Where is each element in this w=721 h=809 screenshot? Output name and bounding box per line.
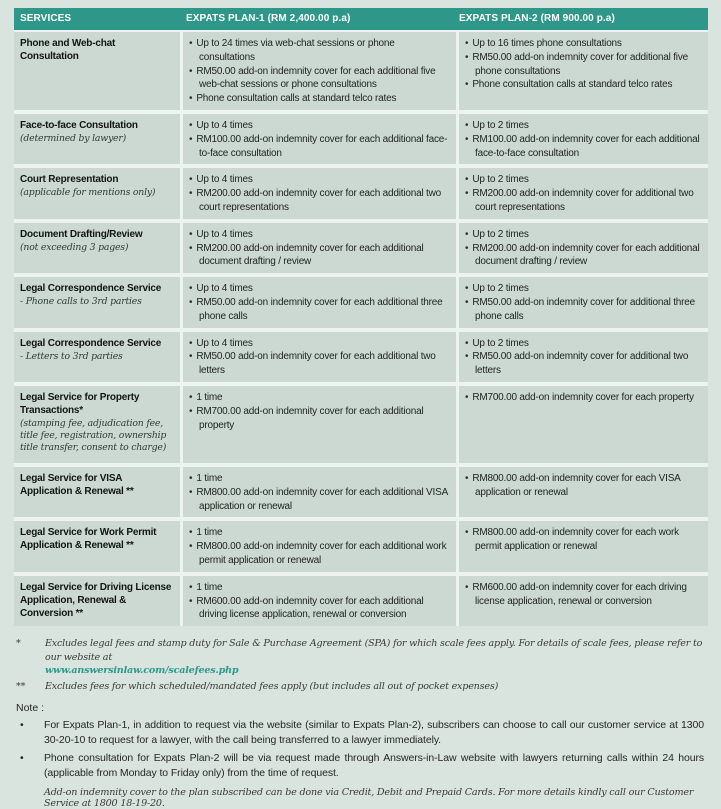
benefit-item: • RM700.00 add-on indemnity cover for each property <box>465 391 700 405</box>
plan2-benefits <box>465 581 700 609</box>
plan1-cell <box>183 467 456 517</box>
note-item <box>16 751 708 781</box>
service-name: Legal Correspondence Service <box>20 283 162 295</box>
benefit-item: • Up to 2 times <box>465 282 700 296</box>
service-note: (applicable for mentions only) <box>20 187 156 199</box>
service-cell <box>14 576 180 626</box>
footnote-marker: * <box>16 638 21 650</box>
service-name: Phone and Web-chat Consultation <box>20 38 116 62</box>
header-services: SERVICES <box>20 13 72 24</box>
table-body <box>14 32 708 626</box>
table-row <box>14 467 708 517</box>
service-cell <box>14 114 180 164</box>
benefit-item: • Phone consultation calls at standard telco rates <box>189 92 448 106</box>
benefit-item: • Up to 2 times <box>465 337 700 351</box>
table-row <box>14 114 708 164</box>
plan1-cell <box>183 576 456 626</box>
benefit-item: • RM50.00 add-on indemnity cover for additional five phone consultations <box>465 51 700 79</box>
benefit-item: • Up to 4 times <box>189 228 448 242</box>
plan2-benefits <box>465 228 700 269</box>
table-row <box>14 277 708 327</box>
benefit-item: • RM200.00 add-on indemnity cover for each additional two court representations <box>189 187 448 215</box>
benefit-item: • RM50.00 add-on indemnity cover for each additional two letters <box>189 350 448 378</box>
benefit-item: • RM50.00 add-on indemnity cover for additional three phone calls <box>465 296 700 324</box>
table-row <box>14 223 708 273</box>
footnote-marker: ** <box>16 681 26 693</box>
plan2-benefits <box>465 119 700 160</box>
benefit-item: • 1 time <box>189 526 448 540</box>
note-bullet-icon: • <box>20 718 24 731</box>
benefit-item: • Up to 2 times <box>465 228 700 242</box>
service-name: Legal Service for VISA Application & Renewal ** <box>20 472 134 497</box>
service-note: (not exceeding 3 pages) <box>20 241 129 253</box>
benefit-item: • RM800.00 add-on indemnity cover for each VISA application or renewal <box>465 472 700 500</box>
note-label: Note : <box>16 701 45 714</box>
benefit-item: • 1 time <box>189 472 448 486</box>
plan2-benefits <box>465 282 700 323</box>
footnote-text <box>45 680 708 693</box>
benefit-item: • Up to 4 times <box>189 337 448 351</box>
plan2-cell <box>459 168 708 218</box>
benefit-item: • RM800.00 add-on indemnity cover for each additional work permit application or renewal <box>189 540 448 568</box>
plan2-benefits <box>465 472 700 500</box>
plan1-cell <box>183 521 456 571</box>
plan1-benefits <box>189 37 448 106</box>
service-name: Legal Service for Work Permit Application & Renewal ** <box>20 527 157 552</box>
note-section <box>14 702 708 809</box>
scalefees-link[interactable]: www.answersinlaw.com/scalefees.php <box>45 664 239 676</box>
benefit-item: • Up to 2 times <box>465 119 700 133</box>
note-item-text: For Expats Plan-1, in addition to request via the website (similar to Expats Plan-2), subscribers can choose to call our customer service at 1300 30-20-10 to request for a lawyer, with the call being transferred to a lawyer immediately. <box>44 718 704 747</box>
benefit-item: • Up to 4 times <box>189 282 448 296</box>
service-cell <box>14 386 180 463</box>
footnote-text-span: Excludes legal fees and stamp duty for Sale & Purchase Agreement (SPA) for which scale fees apply. For details of scale fees, please refer to our website at <box>45 638 703 663</box>
service-name: Face-to-face Consultation <box>20 119 138 131</box>
service-cell <box>14 332 180 382</box>
plan2-benefits <box>465 173 700 214</box>
benefit-item: • Phone consultation calls at standard telco rates <box>465 78 700 92</box>
benefit-item: • Up to 4 times <box>189 173 448 187</box>
benefit-item: • Up to 16 times phone consultations <box>465 37 700 51</box>
plan1-benefits <box>189 282 448 323</box>
table-row <box>14 521 708 571</box>
table-row <box>14 332 708 382</box>
benefit-item: • RM800.00 add-on indemnity cover for each work permit application or renewal <box>465 526 700 554</box>
footnotes <box>14 637 708 694</box>
benefit-item: • RM200.00 add-on indemnity cover for additional two court representations <box>465 187 700 215</box>
service-cell <box>14 521 180 571</box>
plan1-cell <box>183 223 456 273</box>
benefit-item: • RM600.00 add-on indemnity cover for each driving license application, renewal or conversion <box>465 581 700 609</box>
header-expats-plan-1: EXPATS PLAN-1 (RM 2,400.00 p.a) <box>186 13 351 24</box>
note-items <box>16 718 708 782</box>
benefit-item: • RM200.00 add-on indemnity cover for each additional document drafting / review <box>189 242 448 270</box>
plan1-cell <box>183 277 456 327</box>
plan1-cell <box>183 168 456 218</box>
plan1-benefits <box>189 337 448 378</box>
note-footer: Add-on indemnity cover to the plan subscribed can be done via Credit, Debit and Prepaid Cards. For more details kindly call our Customer Service at 1800 18-19-20. <box>44 786 694 809</box>
plan2-cell <box>459 467 708 517</box>
benefit-item: • Up to 4 times <box>189 119 448 133</box>
table-header-row <box>14 8 708 30</box>
plan1-benefits <box>189 472 448 513</box>
benefit-item: • RM200.00 add-on indemnity cover for each additional document drafting / review <box>465 242 700 270</box>
footnote <box>16 637 708 677</box>
table-row <box>14 576 708 626</box>
plan1-benefits <box>189 391 448 432</box>
service-name: Document Drafting/Review <box>20 228 143 240</box>
service-note: - Letters to 3rd parties <box>20 350 123 362</box>
plan2-benefits <box>465 391 700 405</box>
benefit-item: • RM50.00 add-on indemnity cover for each additional three phone calls <box>189 296 448 324</box>
plan2-cell <box>459 521 708 571</box>
plan1-benefits <box>189 228 448 269</box>
plan2-cell <box>459 386 708 463</box>
service-name: Court Representation <box>20 174 119 186</box>
plan2-cell <box>459 576 708 626</box>
header-expats-plan-2: EXPATS PLAN-2 (RM 900.00 p.a) <box>459 13 615 24</box>
footnote <box>16 680 708 693</box>
plan1-cell <box>183 32 456 110</box>
service-cell <box>14 277 180 327</box>
plan2-cell <box>459 114 708 164</box>
plan1-benefits <box>189 526 448 567</box>
table-row <box>14 168 708 218</box>
table-row <box>14 32 708 110</box>
benefit-item: • 1 time <box>189 391 448 405</box>
note-item <box>16 718 708 748</box>
service-name: Legal Correspondence Service <box>20 337 162 349</box>
service-name: Legal Service for Driving License Application, Renewal & Conversion ** <box>20 581 172 619</box>
service-cell <box>14 223 180 273</box>
plan2-cell <box>459 277 708 327</box>
table-row <box>14 386 708 463</box>
service-cell <box>14 32 180 110</box>
plan1-benefits <box>189 581 448 622</box>
benefit-item: • RM800.00 add-on indemnity cover for each additional VISA application or renewal <box>189 486 448 514</box>
plan1-cell <box>183 114 456 164</box>
plan2-benefits <box>465 37 700 92</box>
plan2-cell <box>459 223 708 273</box>
service-note: - Phone calls to 3rd parties <box>20 296 142 308</box>
service-note: (stamping fee, adjudication fee, title fee, registration, ownership title transfer, consent to charge) <box>20 417 167 454</box>
plan2-benefits <box>465 337 700 378</box>
benefit-item: • RM50.00 add-on indemnity cover for additional two letters <box>465 350 700 378</box>
benefit-item: • RM600.00 add-on indemnity cover for each additional driving license application, renewal or conversion <box>189 595 448 623</box>
note-item-text: Phone consultation for Expats Plan-2 will be via request made through Answers-in-Law website with lawyers returning calls within 24 hours (applicable from Monday to Friday only) from the time of request. <box>44 752 704 780</box>
benefit-item: • 1 time <box>189 581 448 595</box>
service-cell <box>14 168 180 218</box>
service-cell <box>14 467 180 517</box>
footnote-text-span: Excludes fees for which scheduled/mandated fees apply (but includes all out of pocket expenses) <box>45 681 499 693</box>
plan1-benefits <box>189 119 448 160</box>
plan1-cell <box>183 386 456 463</box>
benefit-item: • Up to 2 times <box>465 173 700 187</box>
plan2-cell <box>459 32 708 110</box>
note-bullet-icon: • <box>20 752 24 765</box>
plans-comparison-table <box>14 8 708 626</box>
benefit-item: • RM100.00 add-on indemnity cover for each additional face-to-face consultation <box>189 133 448 161</box>
benefit-item: • RM700.00 add-on indemnity cover for each additional property <box>189 405 448 433</box>
benefit-item: • Up to 24 times via web-chat sessions or phone consultations <box>189 37 448 65</box>
plan1-benefits <box>189 173 448 214</box>
service-name: Legal Service for Property Transactions* <box>20 391 140 416</box>
plan1-cell <box>183 332 456 382</box>
plan2-cell <box>459 332 708 382</box>
footnote-text <box>45 637 708 677</box>
benefit-item: • RM50.00 add-on indemnity cover for each additional five web-chat sessions or phone consultations <box>189 65 448 93</box>
plan2-benefits <box>465 526 700 554</box>
benefit-item: • RM100.00 add-on indemnity cover for each additional face-to-face consultation <box>465 133 700 161</box>
service-note: (determined by lawyer) <box>20 132 127 144</box>
